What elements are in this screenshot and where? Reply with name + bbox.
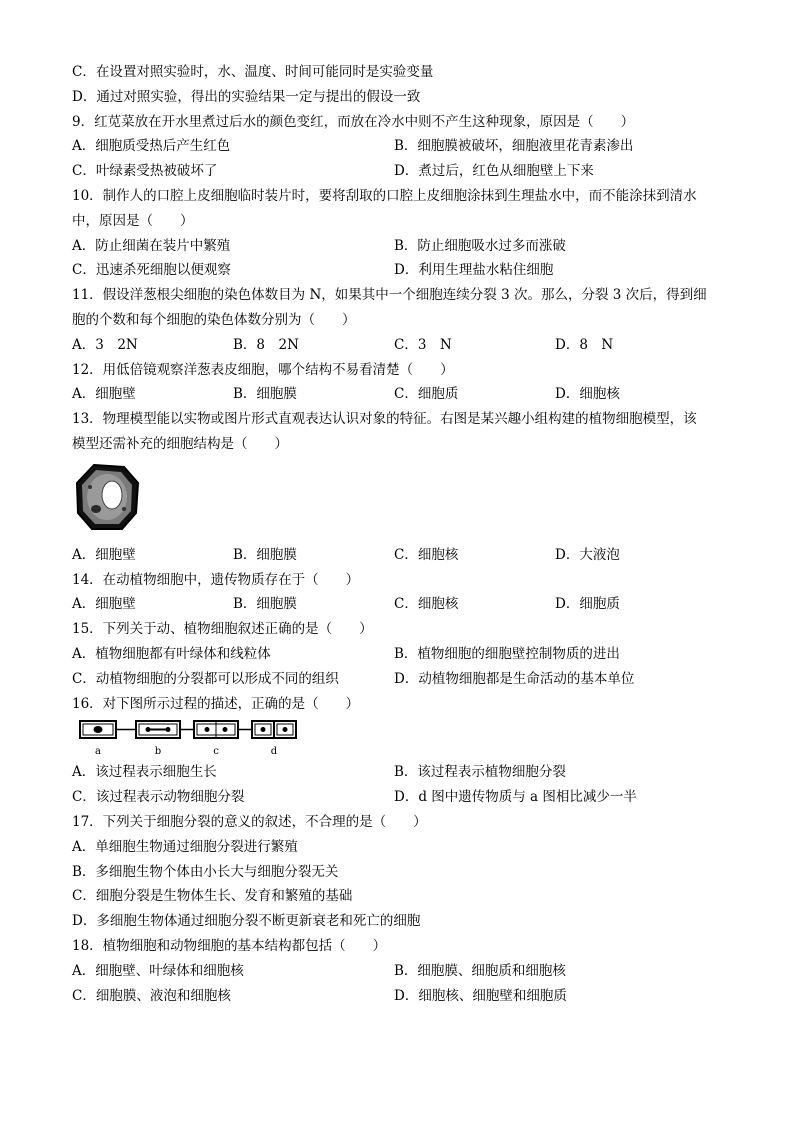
q16-option-c: C．该过程表示动物细胞分裂 [72,789,245,806]
q12-option-b: B．细胞膜 [233,386,297,403]
q14-option-d: D．细胞质 [555,596,620,613]
q10-options-row-2 [72,258,732,283]
q11-options [72,333,732,358]
stage-label-a: a [95,746,101,758]
q13-stem-line-1: 13．物理模型能以实物或图片形式直观表达认识对象的特征。右图是某兴趣小组构建的植物细胞模型，该 [72,411,697,428]
q12-options [72,382,732,407]
stage-label-d: d [270,746,278,758]
q16-option-a: A．该过程表示细胞生长 [72,764,217,781]
q16-options-row-2 [72,785,732,810]
q8-option-c: C．在设置对照实验时，水、温度、时间可能同时是实验变量 [72,64,434,80]
q15-options-row-2 [72,667,732,692]
q16-option-d: D．d 图中遗传物质与 a 图相比减少一半 [394,789,637,806]
q18-option-b: B．细胞膜、细胞质和细胞核 [394,962,566,979]
q15-option-c: C．动植物细胞的分裂都可以形成不同的组织 [72,670,339,687]
q9-stem: 9．红苋菜放在开水里煮过后水的颜色变红，而放在冷水中则不产生这种现象，原因是（ ） [72,113,635,130]
q10-option-c: C．迅速杀死细胞以便观察 [72,262,231,279]
q13-option-c: C．细胞核 [394,546,459,563]
stage-b-cell [136,721,180,738]
q15-option-b: B．植物细胞的细胞壁控制物质的进出 [394,645,620,662]
cell-division-diagram [78,718,308,760]
q15-options-row-1 [72,642,732,667]
q14-stem: 14．在动植物细胞中，遗传物质存在于（ ） [72,571,360,588]
q15-option-d: D．动植物细胞都是生命活动的基本单位 [394,670,635,687]
q18-stem: 18．植物细胞和动物细胞的基本结构都包括（ ） [72,937,387,954]
q10-options-row-1 [72,234,732,259]
q11-option-d: D．8 N [555,336,614,353]
q10-option-d: D．利用生理盐水粘住细胞 [394,262,554,279]
plant-cell-model-image [74,463,142,533]
q10-stem-line-1: 10．制作人的口腔上皮细胞临时装片时，要将刮取的口腔上皮细胞涂抹到生理盐水中，而不能涂抹到清水 [72,187,697,204]
q9-option-d: D．煮过后，红色从细胞壁上下来 [394,163,594,180]
exam-page [72,60,732,1008]
q9-options-row-1 [72,134,732,159]
q13-option-d: D．大液泡 [555,546,620,563]
cell-division-figure [72,716,732,760]
q17-option-a: A．单细胞生物通过细胞分裂进行繁殖 [72,838,298,855]
stage-c-cell [194,721,238,738]
q18-options-row-1 [72,959,732,984]
plant-cell-model-figure [72,457,732,543]
q14-options [72,592,732,617]
q15-stem: 15．下列关于动、植物细胞叙述正确的是（ ） [72,621,373,638]
q17-option-b: B．多细胞生物个体由小长大与细胞分裂无关 [72,863,339,880]
q14-option-c: C．细胞核 [394,596,459,613]
q13-option-a: A．细胞壁 [72,546,136,563]
q18-option-a: A．细胞壁、叶绿体和细胞核 [72,962,244,979]
stage-label-c: c [213,746,219,758]
q12-option-d: D．细胞核 [555,386,620,403]
q9-options-row-2 [72,159,732,184]
q11-option-c: C．3 N [394,336,452,353]
q14-option-a: A．细胞壁 [72,596,136,613]
q13-option-b: B．细胞膜 [233,546,297,563]
q13-stem-line-2: 模型还需补充的细胞结构是（ ） [72,435,288,452]
q10-stem-line-2: 中，原因是（ ） [72,212,194,229]
stage-d-cells [252,721,296,738]
stage-label-b: b [154,746,162,758]
q11-stem-line-2: 胞的个数和每个细胞的染色体数分别为（ ） [72,311,356,328]
q17-stem: 17．下列关于细胞分裂的意义的叙述，不合理的是（ ） [72,813,427,830]
q9-option-b: B．细胞膜被破坏，细胞液里花青素渗出 [394,138,634,155]
q10-option-a: A．防止细菌在装片中繁殖 [72,237,231,254]
q17-option-d: D．多细胞生物体通过细胞分裂不断更新衰老和死亡的细胞 [72,913,421,930]
q16-option-b: B．该过程表示植物细胞分裂 [394,764,566,781]
q18-options-row-2 [72,984,732,1009]
q11-option-b: B．8 2N [233,336,299,353]
stage-a-cell [80,721,116,738]
q16-options-row-1 [72,760,732,785]
q8-option-d: D．通过对照实验，得出的实验结果一定与提出的假设一致 [72,88,421,105]
q17-option-c: C．细胞分裂是生物体生长、发育和繁殖的基础 [72,888,353,905]
q16-stem: 16．对下图所示过程的描述，正确的是（ ） [72,695,360,712]
q14-option-b: B．细胞膜 [233,596,297,613]
q10-option-b: B．防止细胞吸水过多而涨破 [394,237,566,254]
q13-options [72,543,732,568]
q9-option-a: A．细胞质受热后产生红色 [72,138,231,155]
q18-option-d: D．细胞核、细胞壁和细胞质 [394,987,567,1004]
q12-stem: 12．用低倍镜观察洋葱表皮细胞，哪个结构不易看清楚（ ） [72,361,454,378]
q9-option-c: C．叶绿素受热被破坏了 [72,163,218,180]
q12-option-c: C．细胞质 [394,386,459,403]
q15-option-a: A．植物细胞都有叶绿体和线粒体 [72,645,271,662]
q12-option-a: A．细胞壁 [72,386,136,403]
q18-option-c: C．细胞膜、液泡和细胞核 [72,987,231,1004]
q11-stem-line-1: 11．假设洋葱根尖细胞的染色体数目为 N，如果其中一个细胞连续分裂 3 次。那么，分裂 3 次后，得到细 [72,287,707,304]
q11-option-a: A．3 2N [72,336,138,353]
